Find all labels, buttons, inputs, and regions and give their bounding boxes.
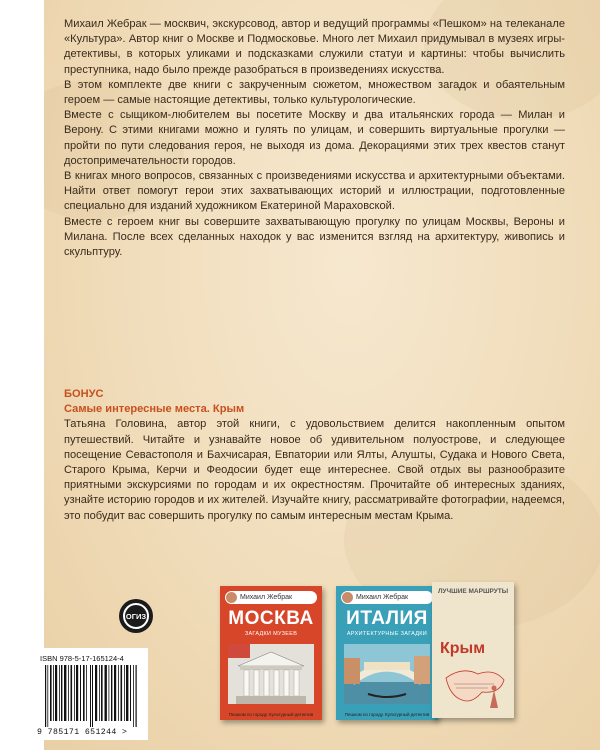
book-footer: Пешком по городу. Культурный детектив: [228, 712, 314, 717]
author-avatar: [342, 592, 353, 603]
author-name: Михаил Жебрак: [356, 594, 409, 601]
author-avatar: [226, 592, 237, 603]
author-tag: [225, 591, 317, 604]
paragraph: Михаил Жебрак — москвич, экскурсовод, автор и ведущий программы «Пешком» на телеканале «Культура». Автор книг о Москве и Подмосковье. Много лет Михаил придумывал в музеях игры-детективы, в которых уликами и подсказками служили статуи и картины: чтобы вычислить преступника, надо было прежде разобраться в произведениях искусства.: [64, 18, 565, 76]
bonus-heading: БОНУС: [64, 388, 104, 400]
description-text: [64, 17, 565, 260]
book-title: Крым: [440, 640, 486, 657]
barcode-number: 9 785171 651244 >: [37, 728, 128, 737]
bonus-section: [64, 387, 565, 524]
book-top-label: ЛУЧШИЕ МАРШРУТЫ: [438, 588, 509, 595]
book-cover-crimea: [432, 582, 514, 718]
bonus-text: Татьяна Головина, автор этой книги, с удовольствием делится накопленным опытом путешествий. Читайте и узнавайте новое об удивительном полуострове, и следующее посещение Севастополя и Бахчисарая, Евпатории или Ялты, Алушты, Судака и Нового Света, Старого Крыма, Керчи и Феодосии будет еще интереснее. Свой отдых вы разнообразите приятными экскурсиями по городам и их окрестностям. Прочитайте об интересных зданиях, узнайте историю городов и их жителей. Изучайте книгу, рассматривайте фотографии, надеемся, это побудит вас совершить прогулку по самым интересным местам Крыма.: [64, 418, 565, 522]
book-subtitle: ЗАГАДКИ МУЗЕЕВ: [244, 631, 298, 637]
museum-illustration: [228, 644, 314, 704]
book-footer: Пешком по городу. Культурный детектив: [344, 712, 430, 717]
book-title: ИТАЛИЯ: [346, 608, 428, 629]
paragraph: Вместе с сыщиком-любителем вы посетите Москву и два итальянских города — Милан и Верону. С этими книгами можно и гулять по улицам, и совершить виртуальные прогулки — пройти по пути следования героя, не выходя из дома. Декорациями этих трех квестов станут достопримечательности городов.: [64, 109, 565, 167]
book-cover-italy: [336, 586, 438, 720]
paragraph: В книгах много вопросов, связанных с произведениями искусства и архитектурными объектами. Найти ответ помогут герои этих захватывающих историй и иллюстрации, подготовленные специально для изданий художником Екатериной Мараховской.: [64, 170, 565, 213]
book-cover-moscow: [220, 586, 322, 720]
book-subtitle: АРХИТЕКТУРНЫЕ ЗАГАДКИ: [346, 631, 428, 637]
barcode-icon: [45, 665, 139, 727]
paragraph: В этом комплекте две книги с закрученным сюжетом, множеством загадок и обаятельным героем — самые настоящие детективы, только культурологические.: [64, 78, 565, 107]
crimea-map-illustration: [442, 660, 508, 712]
author-name: Михаил Жебрак: [240, 594, 293, 601]
bonus-subheading: Самые интересные места. Крым: [64, 403, 245, 416]
isbn-text: ISBN 978-5-17-165124-4: [40, 654, 124, 663]
publisher-logo: [119, 599, 153, 633]
barcode-panel: [35, 648, 148, 740]
back-cover: [44, 0, 600, 750]
venice-illustration: [344, 644, 430, 704]
book-title: МОСКВА: [228, 608, 314, 629]
paragraph: Вместе с героем книг вы совершите захватывающую прогулку по улицам Москвы, Вероны и Милана. После всех сделанных находок у вас изменится взгляд на архитектуру, живопись и скульптуру.: [64, 215, 565, 259]
author-tag: [341, 591, 433, 604]
publisher-logo-text: ОГИЗ: [123, 603, 149, 629]
